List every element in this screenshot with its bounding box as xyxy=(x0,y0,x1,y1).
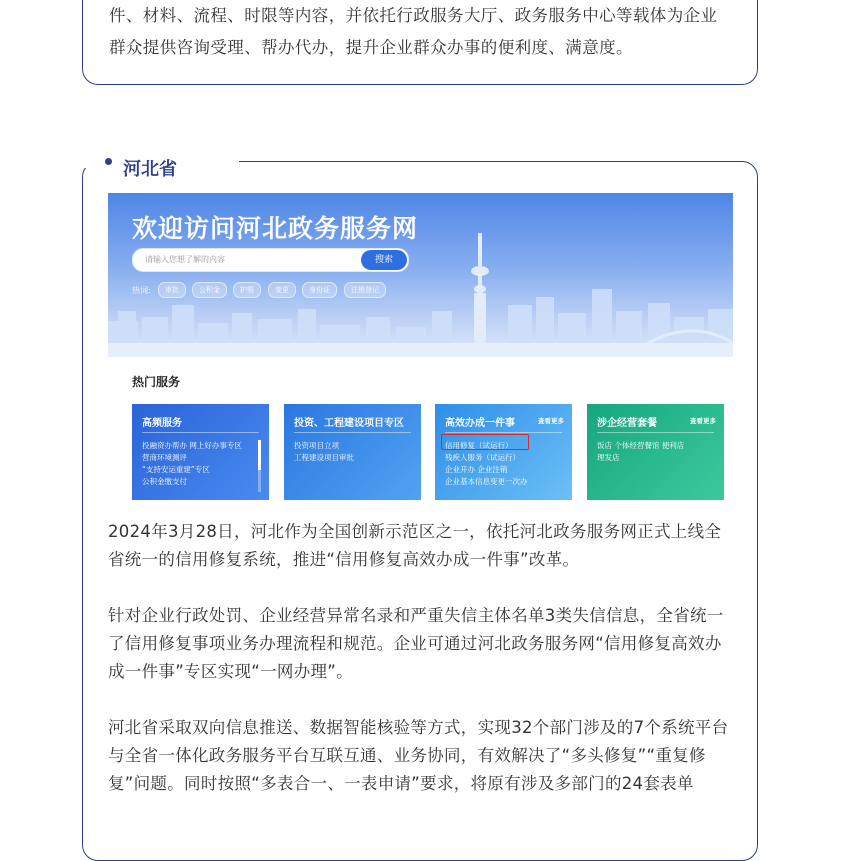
service-item: 企业基本信息变更一次办 xyxy=(445,477,528,486)
service-card-high-frequency xyxy=(132,404,269,500)
service-card-investment xyxy=(284,404,421,500)
hot-tag: 审批 xyxy=(158,282,186,298)
service-card-items xyxy=(294,440,354,464)
service-card-divider xyxy=(142,432,259,433)
portal-search-button: 搜索 xyxy=(361,250,407,270)
service-card-title: 投资、工程建设项目专区 xyxy=(294,418,404,429)
hot-tag: 公积金 xyxy=(192,282,227,298)
service-card-business-package xyxy=(587,404,724,500)
service-card-items xyxy=(597,440,684,464)
service-card-divider xyxy=(597,432,714,433)
service-item: 工程建设项目审批 xyxy=(294,453,354,462)
service-card-divider xyxy=(445,432,562,433)
article-paragraph: 针对企业行政处罚、企业经营异常名录和严重失信主体名单3类失信信息，全省统一了信用修复事项业务办理流程和规范。企业可通过河北政务服务网“信用修复高效办成一件事”专区实现“一网办理”。 xyxy=(108,606,724,681)
service-card-one-thing xyxy=(435,404,572,500)
service-card-divider xyxy=(294,432,411,433)
intro-text: 件、材料、流程、时限等内容，并依托行政服务大厅、政务服务中心等载体为企业群众提供咨询受理、帮办代办，提升企业群众办事的便利度、满意度。 xyxy=(109,6,718,57)
hot-tag: 注销登记 xyxy=(344,282,386,298)
article-paragraph: 河北省采取双向信息推送、数据智能核验等方式，实现32个部门涉及的7个系统平台与全省一体化政务服务平台互联互通、业务协同，有效解决了“多头修复”“重复修复”问题。同时按照“多表合一、一表申请”要求，将原有涉及多部门的24套表单 xyxy=(108,718,729,793)
service-card-title: 高效办成一件事 xyxy=(445,418,515,429)
intro-card xyxy=(82,0,758,85)
section-title: 河北省 xyxy=(123,159,177,180)
service-item: 投资项目立项 xyxy=(294,441,339,450)
service-item: 投融资办帮办 网上好办事专区 xyxy=(142,441,242,450)
hot-services-heading: 热门服务 xyxy=(132,375,181,389)
service-item: 理发店 xyxy=(597,453,620,462)
hot-services-panel xyxy=(108,357,733,501)
service-card-title: 涉企经营套餐 xyxy=(597,418,657,429)
service-item-credit-repair: 信用修复（试运行） xyxy=(445,441,513,450)
section-bullet-icon xyxy=(105,158,112,165)
service-card-scroll-thumb xyxy=(258,440,261,470)
service-item: 残疾人服务（试运行） xyxy=(445,453,520,462)
article-paragraph: 2024年3月28日，河北作为全国创新示范区之一，依托河北政务服务网正式上线全省统一的信用修复系统，推进“信用修复高效办成一件事”改革。 xyxy=(108,522,722,569)
portal-banner xyxy=(108,193,733,357)
hot-tag: 护照 xyxy=(233,282,261,298)
portal-search-box xyxy=(132,248,409,272)
portal-search-placeholder: 请输入您想了解的内容 xyxy=(145,255,225,264)
hot-tag: 身份证 xyxy=(302,282,337,298)
service-item: 企业开办 企业注销 xyxy=(445,465,508,474)
service-card-title: 高频服务 xyxy=(142,418,182,429)
service-card-items xyxy=(142,440,242,488)
hot-words-label: 热词: xyxy=(132,286,151,295)
hot-tag: 变更 xyxy=(268,282,296,298)
service-card-more-link: 查看更多 xyxy=(690,417,716,425)
service-item: 公积金缴支付 xyxy=(142,477,187,486)
service-item: 营商环境测评 xyxy=(142,453,187,462)
service-card-more-link: 查看更多 xyxy=(538,417,564,425)
portal-banner-title: 欢迎访问河北政务服务网 xyxy=(132,214,419,243)
service-item: 饭店 个体经营餐馆 便利店 xyxy=(597,441,685,450)
credit-repair-highlight-box xyxy=(441,434,529,450)
service-item: “支持安运重建”专区 xyxy=(142,465,210,474)
hebei-portal-screenshot xyxy=(108,193,733,501)
